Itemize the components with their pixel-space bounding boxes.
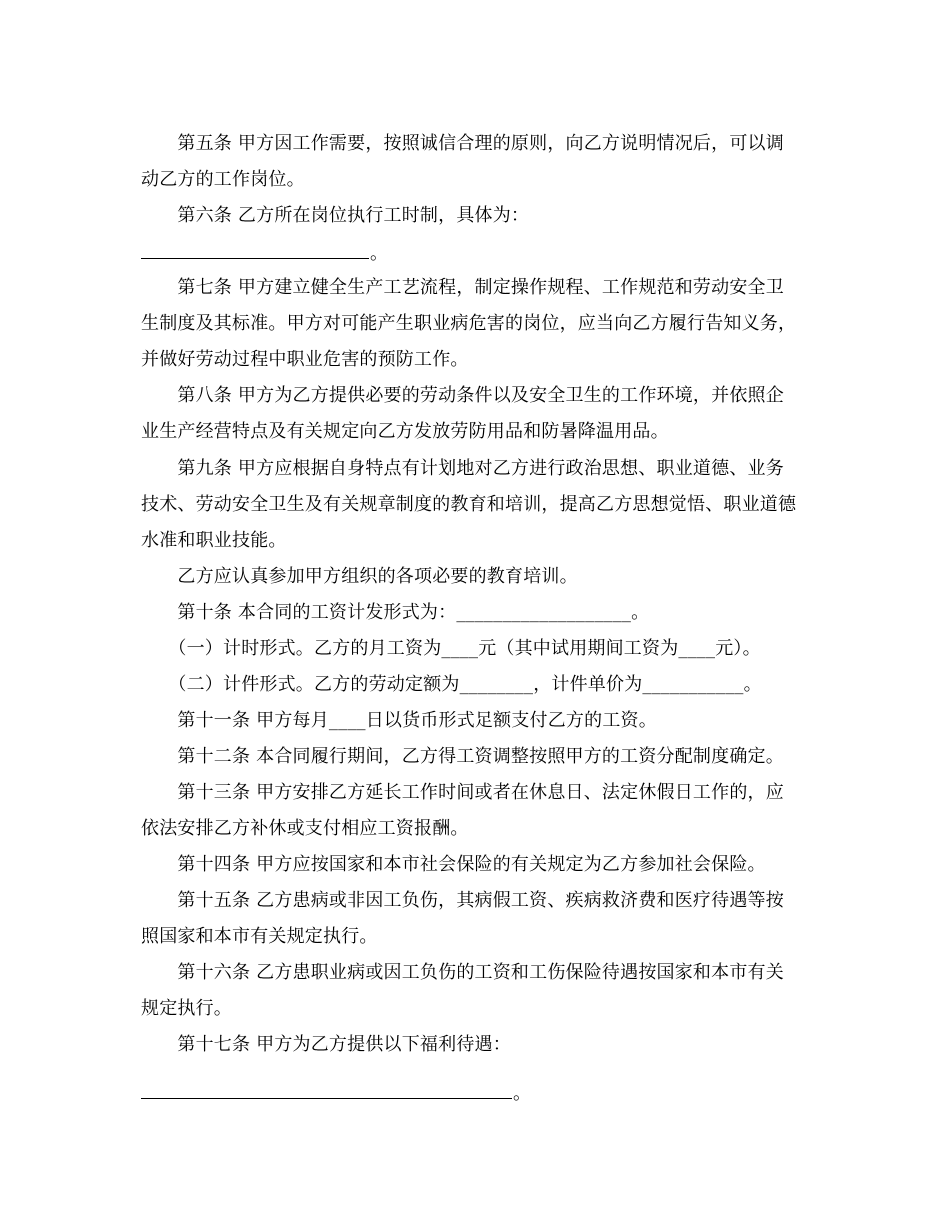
text-line: 。 — [513, 1083, 531, 1104]
text-line: 第八条 甲方为乙方提供必要的劳动条件以及安全卫生的工作环境，并依照企 — [141, 385, 784, 406]
text-line: 。 — [370, 243, 388, 264]
text-line: 业生产经营特点及有关规定向乙方发放劳防用品和防暑降温用品。 — [141, 421, 669, 442]
text-line: 照国家和本市有关规定执行。 — [141, 926, 378, 947]
text-line: 水准和职业技能。 — [141, 530, 287, 551]
text-line: 第十二条 本合同履行期间，乙方得工资调整按照甲方的工资分配制度确定。 — [141, 746, 784, 767]
text-line: 依法安排乙方补休或支付相应工资报酬。 — [141, 818, 469, 839]
text-line: 第十条 本合同的工资计发形式为：___________________。 — [141, 602, 650, 623]
text-line: 乙方应认真参加甲方组织的各项必要的教育培训。 — [141, 566, 578, 587]
text-line: 第十一条 甲方每月____日以货币形式足额支付乙方的工资。 — [141, 710, 657, 731]
text-line: 第十七条 甲方为乙方提供以下福利待遇： — [141, 1034, 511, 1055]
fill-in-blank-line — [141, 1098, 512, 1099]
fill-in-blank-line — [141, 258, 369, 259]
text-line: 动乙方的工作岗位。 — [141, 169, 305, 190]
text-line: 第七条 甲方建立健全生产工艺流程，制定操作规程、工作规范和劳动安全卫 — [141, 277, 784, 298]
text-line: （二）计件形式。乙方的劳动定额为________，计件单价为___________。 — [141, 674, 762, 695]
text-line: 第九条 甲方应根据自身特点有计划地对乙方进行政治思想、职业道德、业务 — [141, 458, 784, 479]
text-line: 第十六条 乙方患职业病或因工负伤的工资和工伤保险待遇按国家和本市有关 — [141, 962, 784, 983]
text-line: 并做好劳动过程中职业危害的预防工作。 — [141, 349, 469, 370]
text-line: 第六条 乙方所在岗位执行工时制，具体为： — [141, 205, 530, 226]
text-line: 规定执行。 — [141, 998, 232, 1019]
text-line: 第五条 甲方因工作需要，按照诚信合理的原则，向乙方说明情况后，可以调 — [141, 133, 784, 154]
text-line: 第十三条 甲方安排乙方延长工作时间或者在休息日、法定休假日工作的，应 — [141, 782, 784, 803]
text-line: （一）计时形式。乙方的月工资为____元（其中试用期间工资为____元）。 — [141, 638, 761, 659]
text-line: 生制度及其标准。甲方对可能产生职业病危害的岗位，应当向乙方履行告知义务， — [141, 313, 797, 334]
text-line: 第十四条 甲方应按国家和本市社会保险的有关规定为乙方参加社会保险。 — [141, 854, 766, 875]
text-line: 第十五条 乙方患病或非因工负伤，其病假工资、疾病救济费和医疗待遇等按 — [141, 890, 784, 911]
text-line: 技术、劳动安全卫生及有关规章制度的教育和培训，提高乙方思想觉悟、职业道德 — [141, 494, 797, 515]
